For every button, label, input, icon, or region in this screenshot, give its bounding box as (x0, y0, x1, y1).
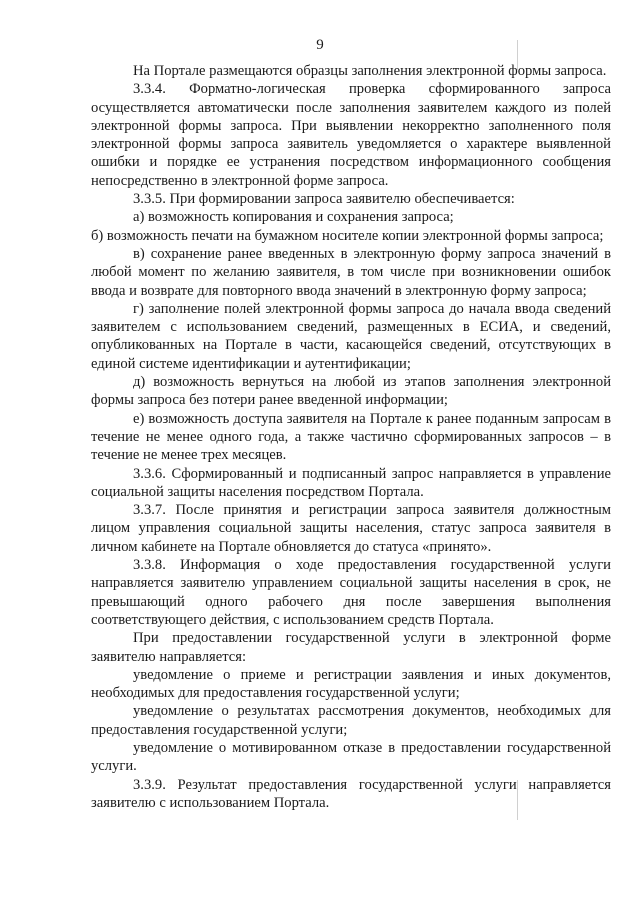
list-item-e: е) возможность доступа заявителя на Портале к ранее поданным запросам в течение не менее одного года, а также частично сформированных запросов – в течение не менее трех месяцев. (91, 410, 611, 464)
list-item-d: д) возможность вернуться на любой из этапов заполнения электронной формы запроса без потери ранее введенной информации; (91, 374, 611, 409)
notification-item-receipt: уведомление о приеме и регистрации заявления и иных документов, необходимых для предоставления государственной услуги; (91, 666, 611, 702)
paragraph-3-3-8: 3.3.8. Информация о ходе предоставления государственной услуги направляется заявителю управлением социальной защиты населения в срок, не превышающий одного рабочего дня после завершения выполнения соответствующего действия, с использованием средств Портала. (91, 557, 611, 628)
notification-item-results: уведомление о результатах рассмотрения документов, необходимых для предоставления государственной услуги; (91, 703, 611, 738)
list-item-g: г) заполнение полей электронной формы запроса до начала ввода сведений заявителем с использованием сведений, размещенных в ЕСИА, и сведений, опубликованных на Портале в части, касающейся сведений, отсутствующих в единой системе идентификации и аутентификации; (91, 300, 611, 372)
paragraph-3-3-5: 3.3.5. При формировании запроса заявителю обеспечивается: (133, 191, 515, 208)
notification-item-refusal: уведомление о мотивированном отказе в предоставлении государственной услуги. (91, 739, 611, 775)
paragraph-3-3-9: 3.3.9. Результат предоставления государственной услуги направляется заявителю с использованием Портала. (91, 776, 611, 811)
paragraph-3-3-4: 3.3.4. Форматно-логическая проверка сформированного запроса осуществляется автоматически после заполнения заявителем каждого из полей электронной формы запроса. При выявлении некорректно заполненного поля электронной формы запроса заявитель уведомляется о характере выявленной ошибки и порядке ее устранения посредством информационного сообщения непосредственно в электронной форме запроса. (91, 81, 611, 189)
list-item-v: в) сохранение ранее введенных в электронную форму запроса значений в любой момент по желанию заявителя, в том числе при возникновении ошибок ввода и возврате для повторного ввода значений в электронную форму запроса; (91, 245, 611, 299)
list-item-b: б) возможность печати на бумажном носителе копии электронной формы запроса; (91, 227, 604, 244)
paragraph-3-3-7: 3.3.7. После принятия и регистрации запроса заявителя должностным лицом управления социальной защиты населения, статус запроса заявителя в личном кабинете на Портале обновляется до статуса «принято». (91, 502, 611, 555)
paragraph-3-3-6: 3.3.6. Сформированный и подписанный запрос направляется в управление социальной защиты населения посредством Портала. (91, 465, 611, 500)
document-body (91, 62, 611, 812)
page-number: 9 (316, 37, 324, 53)
list-item-a: а) возможность копирования и сохранения запроса; (133, 209, 454, 226)
paragraph-notifications-intro: При предоставлении государственной услуги в электронной форме заявителю направляется: (91, 630, 611, 665)
paragraph-sample-forms: На Портале размещаются образцы заполнения электронной формы запроса. (133, 63, 607, 79)
